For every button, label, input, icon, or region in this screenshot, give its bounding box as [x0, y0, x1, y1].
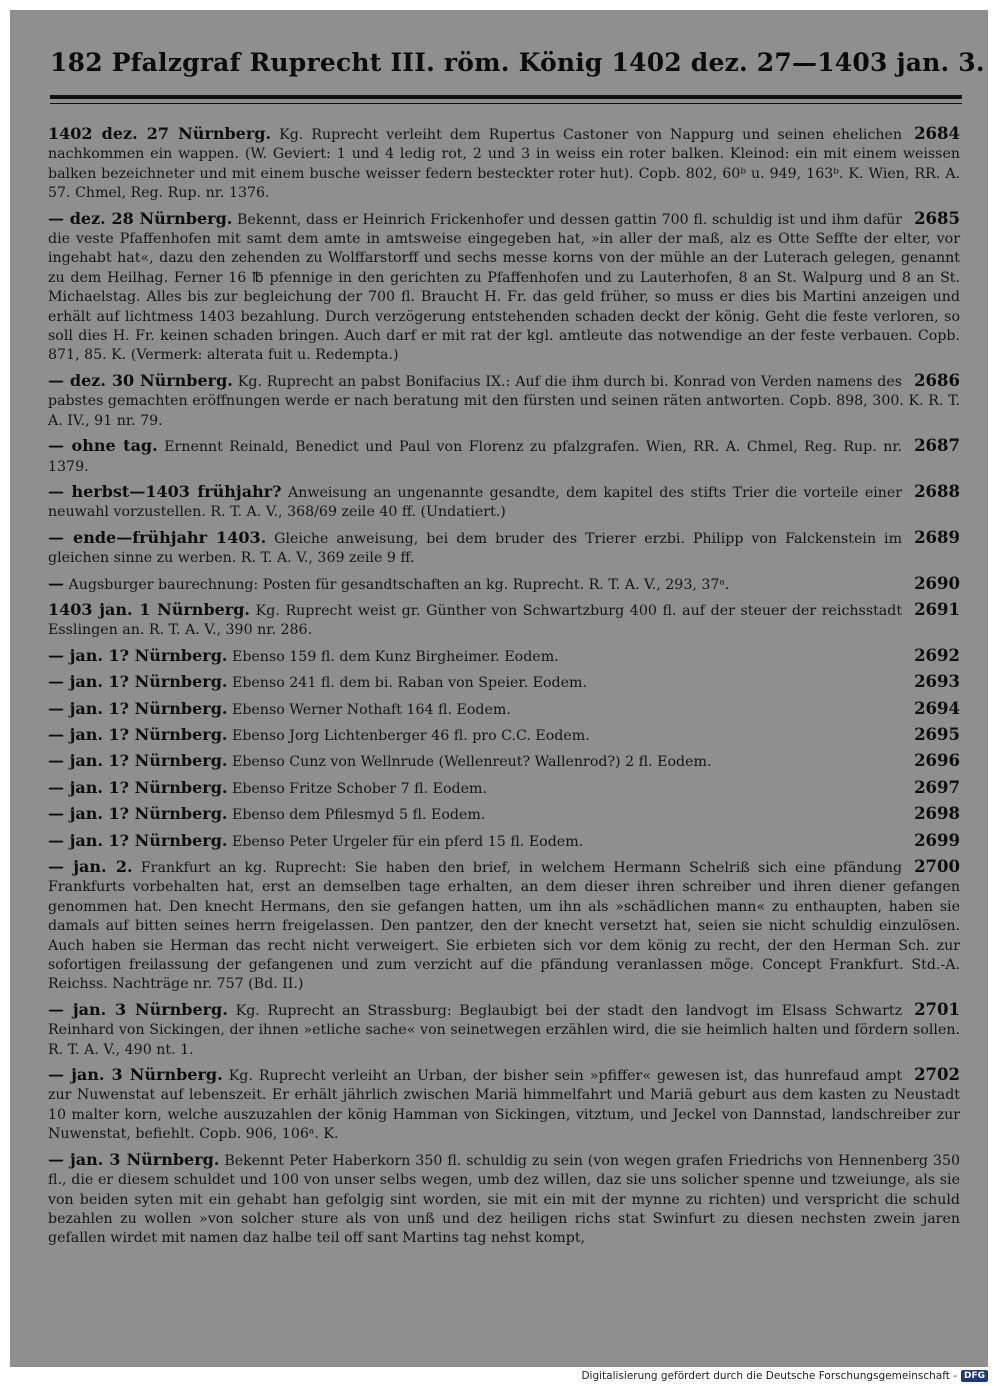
regest-entry: [48, 371, 960, 431]
regest-date: — herbst—1403 frühjahr?: [48, 481, 282, 501]
page-header-title: 182 Pfalzgraf Ruprecht III. röm. König 1402 dez. 27—1403 jan. 3.: [50, 48, 985, 77]
regest-date: — dez. 28 Nürnberg.: [48, 208, 233, 228]
regest-entry: [48, 725, 960, 746]
regest-entry: [48, 646, 960, 667]
regest-number: 2698: [914, 804, 960, 824]
regest-entry: [48, 528, 960, 569]
regest-entry: [48, 1000, 960, 1060]
regest-entry: [48, 699, 960, 720]
regest-text: Kg. Ruprecht weist gr. Günther von Schwartzburg 400 fl. auf der steuer der reichsstadt Esslingen an. R. T. A. V., 390 nr. 286.: [48, 602, 903, 639]
regest-text: Ebenso Fritze Schober 7 fl. Eodem.: [231, 780, 487, 797]
regest-text: Ebenso dem Pfilesmyd 5 fl. Eodem.: [231, 807, 486, 824]
regest-text: Anweisung an ungenannte gesandte, dem kapitel des stifts Trier die vorteile einer neuwahl vorzustellen. R. T. A. V., 368/69 zeile 40 ff. (Undatiert.): [48, 484, 903, 521]
regest-text: Ebenso Werner Nothaft 164 fl. Eodem.: [231, 701, 511, 718]
regest-date: — jan. 1? Nürnberg.: [48, 698, 228, 718]
regest-date: — jan. 1? Nürnberg.: [48, 830, 228, 850]
regest-date: — jan. 2.: [48, 857, 133, 876]
regest-text: Ebenso Peter Urgeler für ein pferd 15 fl. Eodem.: [231, 833, 584, 850]
regest-date: 1402 dez. 27 Nürnberg.: [48, 124, 272, 143]
regest-entry: [48, 209, 960, 366]
regest-date: — jan. 3 Nürnberg.: [48, 999, 228, 1019]
regest-number: 2701: [914, 999, 960, 1019]
regest-number: 2688: [914, 481, 960, 501]
regest-number: 2693: [914, 672, 960, 692]
footer-credit: [581, 1370, 988, 1382]
regest-number: 2687: [914, 436, 960, 456]
regest-text: Ebenso 159 fl. dem Kunz Birgheimer. Eodem.: [231, 648, 559, 665]
regest-entry: [48, 600, 960, 641]
regest-entry: [48, 574, 960, 595]
regest-entry: [48, 831, 960, 852]
regest-entry: [48, 1065, 960, 1145]
regest-text: Ebenso 241 fl. dem bi. Raban von Speier. Eodem.: [231, 675, 587, 692]
regest-number: 2696: [914, 751, 960, 771]
header-rule-thick: [50, 95, 962, 99]
regest-date: —: [48, 573, 64, 593]
regest-entry: [48, 857, 960, 995]
regest-date: — ohne tag.: [48, 436, 158, 456]
regest-text: Kg. Ruprecht an Strassburg: Beglaubigt bei der stadt den landvogt im Elsass Schwartz Reinhard von Sickingen, der ihnen »etliche sache« von seinetwegen erzählen wird, die sie heimlich halten und fördern sollen. R. T. A. V., 490 nt. 1.: [48, 1002, 960, 1058]
regest-date: — jan. 1? Nürnberg.: [48, 777, 228, 797]
regest-date: — jan. 1? Nürnberg.: [48, 751, 228, 771]
regest-date: — jan. 3 Nürnberg.: [48, 1065, 223, 1085]
regest-text: Kg. Ruprecht verleiht an Urban, der bisher sein »pfiffer« gewesen ist, das hunrefaud ampt zur Nuwenstat auf lebenszeit. Er erhält jährlich zwischen Mariä himmelfahrt und Mariä geburt aus dem kasten zu Neustadt 10 malter korn, welche auszuzahlen der könig Hamman von Sickingen, vitztum, und Jeckel von Dannstad, landschreiber zur Nuwenstat, befiehlt. Copb. 906, 106ᵃ. K.: [48, 1068, 960, 1143]
regest-number: 2692: [914, 645, 960, 665]
regest-number: 2684: [914, 124, 960, 143]
regest-number: 2689: [914, 527, 960, 547]
regest-text: Ernennt Reinald, Benedict und Paul von Florenz zu pfalzgrafen. Wien, RR. A. Chmel, Reg. Rup. nr. 1379.: [48, 439, 903, 475]
regest-text: Frankfurt an kg. Ruprecht: Sie haben den brief, in welchem Hermann Schelriß sich eine pfändung Frankfurts vorbehalten hat, erst an demselben tage erhalten, an dem dieser ihren schreiber und ihren diener gefangen genommen hat. Den knecht Hermans, den sie gefangen hatten, um ihn als »schädlichen mann« zu enthaupten, haben sie damals auf bitten seines herrn freigelassen. Den pantzer, den der knecht versetzt hat, seien sie nicht schuldig einzulösen. Auch haben sie Herman das recht nicht verweigert. Sie erbieten sich vor dem könig zu recht, der den Herman Sch. zur sofortigen freilassung der gefangenen und zum verzicht auf die pfändung veranlassen möge. Concept Frankfurt. Std.-A. Reichss. Nachträge nr. 757 (Bd. II.): [48, 860, 960, 993]
regest-number: 2695: [914, 724, 960, 744]
regest-date: — ende—frühjahr 1403.: [48, 527, 267, 547]
regest-text: Augsburger baurechnung: Posten für gesandtschaften an kg. Ruprecht. R. T. A. V., 293, 37ᵃ.: [68, 576, 730, 593]
regest-number: 2702: [914, 1065, 960, 1085]
regest-entry: [48, 1150, 960, 1249]
footer-text: Digitalisierung gefördert durch die Deutsche Forschungsgemeinschaft -: [581, 1370, 957, 1382]
regest-date: — jan. 1? Nürnberg.: [48, 804, 228, 824]
regest-number: 2697: [914, 777, 960, 797]
regest-number: 2691: [914, 599, 960, 619]
regest-text: Bekennt Peter Haberkorn 350 fl. schuldig zu sein (von wegen grafen Friedrichs von Hennenberg 350 fl., die er diesem schuldet und 100 von unser selbs wegen, umb dez willen, daz sie uns solicher spenne und tzweiunge, als sie von beiden syten mit ein gehabt han gefolgig sint worden, sie mit ein mit der mynne zu richten) und verspricht die schuld bezahlen zu wollen »von solcher sture als von unß und dez heiligen richs stat Swinfurt zu diesen nechsten zwein jaren gefallen wirdet mit namen daz halbe teil off sant Martins tag nehst kompt,: [48, 1152, 960, 1247]
regesta-entries: [48, 124, 960, 1254]
regest-text: Ebenso Jorg Lichtenberger 46 fl. pro C.C. Eodem.: [231, 727, 590, 744]
regest-date: — dez. 30 Nürnberg.: [48, 370, 233, 390]
regest-entry: [48, 124, 960, 204]
regest-entry: [48, 436, 960, 477]
regest-date: 1403 jan. 1 Nürnberg.: [48, 599, 250, 619]
dfg-logo: DFG: [961, 1370, 988, 1382]
regest-number: 2694: [914, 698, 960, 718]
regest-number: 2690: [914, 573, 960, 593]
regest-number: 2686: [914, 370, 960, 390]
regest-date: — jan. 1? Nürnberg.: [48, 724, 228, 744]
regest-text: Kg. Ruprecht verleiht dem Rupertus Castoner von Nappurg und seinen ehelichen nachkommen ein wappen. (W. Geviert: 1 und 4 ledig rot, 2 und 3 in weiss ein roter balken. Kleinod: ein mit einem weissen balken bezeichneter und mit einem busche weisser federn besteckter roter hut). Copb. 802, 60ᵇ u. 949, 163ᵇ. K. Wien, RR. A. 57. Chmel, Reg. Rup. nr. 1376.: [48, 127, 960, 202]
regest-entry: [48, 804, 960, 825]
regest-number: 2685: [914, 208, 960, 228]
regest-number: 2699: [914, 830, 960, 850]
regest-entry: [48, 482, 960, 523]
regest-text: Gleiche anweisung, bei dem bruder des Trierer erzbi. Philipp von Falckenstein im gleichen sinne zu werben. R. T. A. V., 369 zeile 9 ff.: [48, 530, 903, 567]
regest-date: — jan. 1? Nürnberg.: [48, 672, 228, 692]
regest-date: — jan. 1? Nürnberg.: [48, 645, 228, 665]
regest-text: Bekennt, dass er Heinrich Frickenhofer und dessen gattin 700 fl. schuldig ist und ihm dafür die veste Pfaffenhofen mit samt dem amte in amtsweise eingegeben hat, »in aller der maß, alz es Otte Seffte der elter, vor ingehabt hat«, dazu den zehenden zu Wolffarstorff und sechs messe korns von der mühle an der Luterach gelegen, genannt zu dem Heilhag. Ferner 16 ℔ pfennige in den gerichten zu Pfaffenhofen und zu Lauterhofen, 8 an St. Walpurg und 8 an St. Michaelstag. Alles bis zur begleichung der 700 fl. Braucht H. Fr. das geld früher, so muss er dies bis Martini anzeigen und erhält auf lichtmess 1403 bezahlung. Durch verzögerung entstehenden schaden deckt der könig. Geht die feste verloren, so soll dies H. Fr. keinen schaden bringen. Auch darf er mit rat der kgl. amtleute das notwendige an der feste verbauen. Copb. 871, 85. K. (Vermerk: alterata fuit u. Redempta.): [48, 211, 960, 364]
regest-text: Ebenso Cunz von Wellnrude (Wellenreut? Wallenrod?) 2 fl. Eodem.: [231, 754, 712, 771]
header-rule-thin: [50, 103, 962, 104]
regest-number: 2700: [914, 857, 960, 876]
regest-date: — jan. 3 Nürnberg.: [48, 1149, 220, 1169]
regest-entry: [48, 672, 960, 693]
regest-entry: [48, 778, 960, 799]
regest-entry: [48, 751, 960, 772]
regest-text: Kg. Ruprecht an pabst Bonifacius IX.: Auf die ihm durch bi. Konrad von Verden namens des pabstes gemachten eröffnungen werde er nach beratung mit den fürsten und seinen räten antworten. Copb. 898, 300. K. R. T. A. IV., 91 nr. 79.: [48, 373, 960, 429]
